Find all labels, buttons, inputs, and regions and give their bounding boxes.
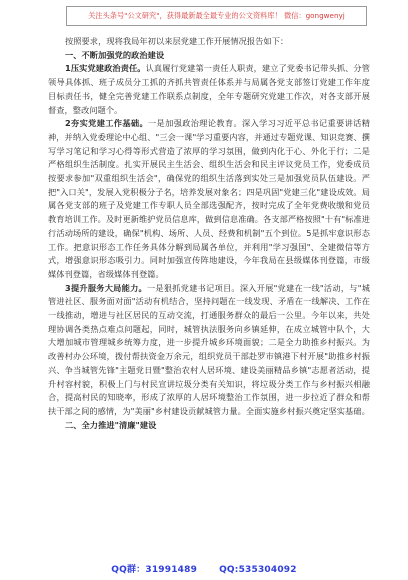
paragraph-3-lead: 3提升服务大局能力。	[65, 282, 147, 293]
document-body	[48, 35, 370, 432]
paragraph-3	[48, 282, 370, 419]
section-1-heading: 一、不断加强党的政治建设	[65, 49, 165, 60]
promo-banner: 关注头条号"公文研究"，获得最新最全最专业的公文资料库！ 微信：gongwenyj	[66, 6, 367, 26]
paragraph-1-lead: 1压实党建政治责任。	[65, 63, 146, 74]
section-2-heading: 二、全力推进"清廉"建设	[65, 419, 157, 430]
paragraph-1-text: 认真履行党建第一责任人职责，建立了党委书记带头抓、分管领导具体抓、班子成员分工抓的齐抓共管责任体系并与局属各党支部签订党建工作年度目标责任书，健全完善党建工作联系点制度，全年专题研究党建工作次，对各支部开展督查，整改问题个。	[48, 63, 370, 115]
qq-number-text: QQ:535304092	[219, 565, 297, 575]
contact-footer	[0, 562, 408, 575]
paragraph-2-text: 一是加强政治理论教育。深入学习习近平总书记重要讲话精神，并纳入党委理论中心组、"三会一课"学习重要内容，并通过专题党课、知识竞赛、撰写学习笔记和学习心得等形式营造了浓厚的学习氛围，做到内化于心、外化于行；二是严格组织生活制度。扎实开展民主生活会、组织生活会和民主评议党员工作，党委成员按要求参加"双重组织生活会"，确保党的组织生活落到实处三是加强党员队伍建设。严把"入口关"，发展入党积极分子名，培养发展对象名；四是巩固"党建三化"建设成效。局属各党支部的班子及党建工作专职人员全部选强配齐，按时完成了全年党费收缴和党员教育培训工作。及时更新维护党员信息库，做到信息准确。各支部严格按照"十有"标准进行活动场所的建设，确保"机构、场所、人员、经费和机制"五个到位。5是抓牢意识形态工作。把意识形态工作任务具体分解到局属各单位，并利用"学习强国"、全建微信等方式，增强意识形态吸引力。同时加强宣传阵地建设，今年我局在县级媒体刊登篇，市级媒体刊登篇，省级媒体刊登篇。	[48, 118, 370, 279]
paragraph-1	[48, 62, 370, 117]
paragraph-3-text: 一是狠抓党建书记项目。深入开展"党建在一线"活动，与"城管进社区、服务面对面"活动有机结合，坚持问题在一线发现、矛盾在一线解决、工作在一线推动，增进与社区居民的互动交流，打通服务群众的最后一公里。今年以来，共处理协调各类热点难点问题起，同时，城管执法服务向乡镇延伸，在成立城管中队个，大大增加城市管理城乡统筹力度，进一步提升城乡环境面貌；二是全力助推乡村振兴。为改善村办公环境，拨付帮扶资金万余元，组织党员干部赴罗市镇港下村开展"助推乡村振兴、争当城管先锋"主题党日暨"整治农村人居环境、建设美丽精品乡镇"志愿者活动，提升村容村貌，积极上门与村民宣讲垃圾分类有关知识，将垃圾分类工作与乡村振兴相融合，提高村民的知晓率，形成了浓厚的人居环境整治工作氛围，进一步拉近了群众和帮扶干部之间的感情，为"美丽"乡村建设贡献城管力量。全面实施乡村振兴奠定坚实基础。	[48, 282, 370, 416]
paragraph-2	[48, 117, 370, 281]
qq-group-text: QQ群：31991489	[111, 565, 198, 575]
paragraph-2-lead: 2夯实党建工作基础。	[65, 118, 148, 129]
intro-paragraph: 按照要求，现将我局年初以来层党建工作开展情况报告如下：	[65, 36, 289, 46]
